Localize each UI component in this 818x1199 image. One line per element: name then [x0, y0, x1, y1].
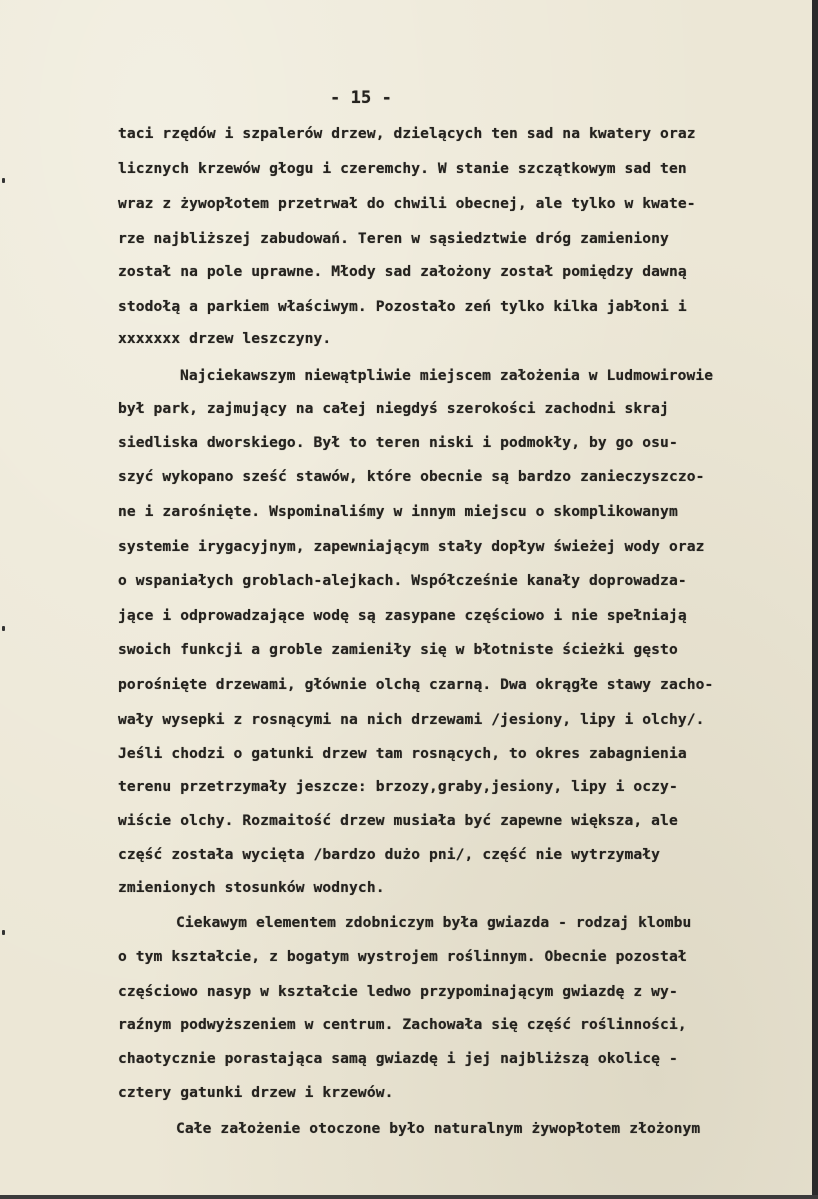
- text-line: wiście olchy. Rozmaitość drzew musiała być zapewne większa, ale: [118, 812, 678, 829]
- text-line: stodołą a parkiem właściwym. Pozostało zeń tylko kilka jabłoni i: [118, 298, 687, 315]
- margin-mark: [2, 626, 5, 631]
- text-line: szyć wykopano sześć stawów, które obecnie są bardzo zanieczyszczo-: [118, 468, 705, 485]
- text-line: licznych krzewów głogu i czeremchy. W stanie szczątkowym sad ten: [118, 160, 687, 177]
- paragraph-start-line: Ciekawym elementem zdobniczym była gwiazda - rodzaj klombu: [176, 914, 692, 931]
- text-line: wały wysepki z rosnącymi na nich drzewami /jesiony, lipy i olchy/.: [118, 711, 705, 728]
- text-line: systemie irygacyjnym, zapewniającym stały dopływ świeżej wody oraz: [118, 538, 705, 555]
- text-line: jące i odprowadzające wodę są zasypane częściowo i nie spełniają: [118, 607, 687, 624]
- scan-edge-right: [812, 0, 818, 1199]
- paragraph-start-line: Całe założenie otoczone było naturalnym żywopłotem złożonym: [176, 1120, 701, 1137]
- text-line: zmienionych stosunków wodnych.: [118, 879, 385, 896]
- text-line: był park, zajmujący na całej niegdyś szerokości zachodni skraj: [118, 400, 669, 417]
- text-line: o wspaniałych groblach-alejkach. Współcześnie kanały doprowadza-: [118, 572, 687, 589]
- text-line: chaotycznie porastająca samą gwiazdę i jej najbliższą okolicę -: [118, 1050, 678, 1067]
- text-line: został na pole uprawne. Młody sad założony został pomiędzy dawną: [118, 263, 687, 280]
- margin-mark: [2, 930, 5, 935]
- text-line: swoich funkcji a groble zamieniły się w błotniste ścieżki gęsto: [118, 641, 678, 658]
- text-line: porośnięte drzewami, głównie olchą czarną. Dwa okrągłe stawy zacho-: [118, 676, 714, 693]
- text-line: xxxxxxx drzew leszczyny.: [118, 330, 332, 347]
- text-line: raźnym podwyższeniem w centrum. Zachowała się część roślinności,: [118, 1016, 687, 1033]
- text-line: ne i zarośnięte. Wspominaliśmy w innym miejscu o skomplikowanym: [118, 503, 678, 520]
- text-line: o tym kształcie, z bogatym wystrojem roślinnym. Obecnie pozostał: [118, 948, 687, 965]
- text-line: Jeśli chodzi o gatunki drzew tam rosnących, to okres zabagnienia: [118, 745, 687, 762]
- text-line: rze najbliższej zabudowań. Teren w sąsiedztwie dróg zamieniony: [118, 230, 669, 247]
- text-line: siedliska dworskiego. Był to teren niski i podmokły, by go osu-: [118, 434, 678, 451]
- page-number: - 15 -: [330, 88, 393, 108]
- text-line: cztery gatunki drzew i krzewów.: [118, 1084, 394, 1101]
- margin-mark: [2, 178, 5, 183]
- text-line: terenu przetrzymały jeszcze: brzozy,graby,jesiony, lipy i oczy-: [118, 778, 678, 795]
- text-line: część została wycięta /bardzo dużo pni/, część nie wytrzymały: [118, 846, 661, 863]
- text-line: częściowo nasyp w kształcie ledwo przypominającym gwiazdę z wy-: [118, 983, 678, 1000]
- text-line: taci rzędów i szpalerów drzew, dzielących ten sad na kwatery oraz: [118, 125, 696, 142]
- paragraph-start-line: Najciekawszym niewątpliwie miejscem założenia w Ludmowirowie: [180, 367, 714, 384]
- text-line: wraz z żywopłotem przetrwał do chwili obecnej, ale tylko w kwate-: [118, 195, 696, 212]
- scan-edge-bottom: [0, 1195, 818, 1199]
